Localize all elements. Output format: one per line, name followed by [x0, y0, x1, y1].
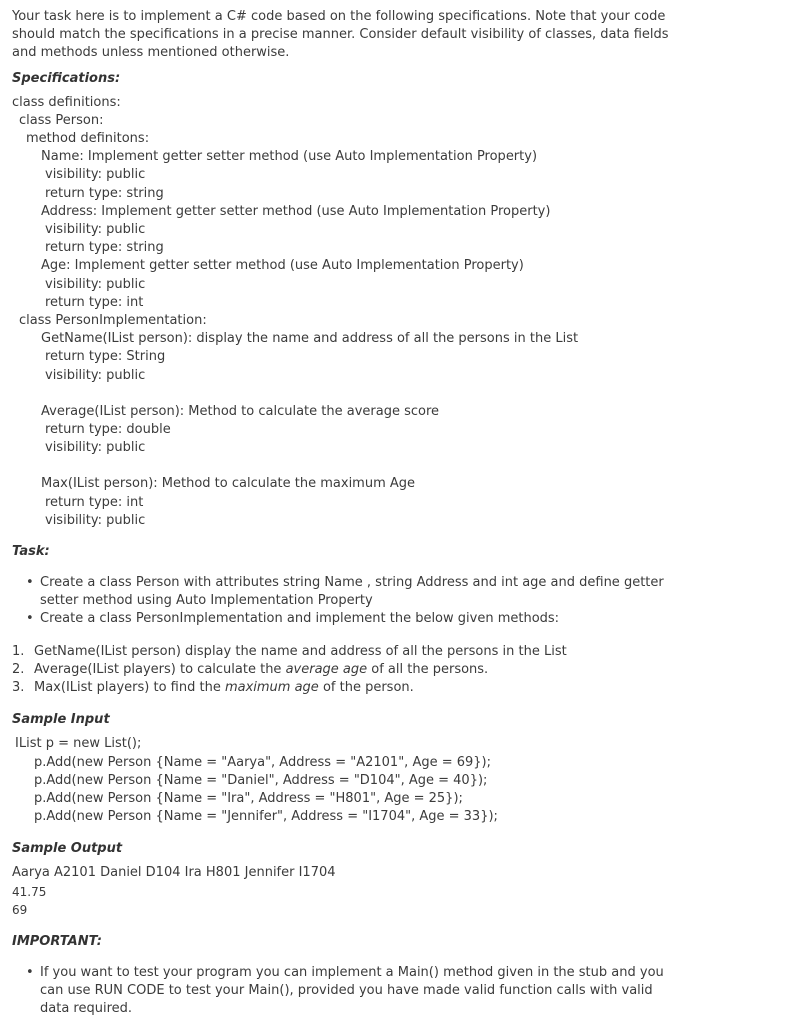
getname-method-def: GetName(IList person): display the name and address of all the persons in the List	[41, 331, 579, 347]
sample-input-line: p.Add(new Person {Name = "Ira", Address = "H801", Age = 25});	[34, 790, 463, 806]
impl-class-label: class PersonImplementation:	[19, 313, 207, 329]
task-heading: Task:	[12, 544, 50, 560]
class-definitions-label: class definitions:	[12, 94, 121, 110]
getname-return-type: return type: String	[45, 349, 166, 365]
age-return-type: return type: int	[45, 294, 144, 310]
person-class-label: class Person:	[19, 112, 104, 128]
name-visibility: visibility: public	[45, 167, 146, 183]
average-visibility: visibility: public	[45, 440, 146, 456]
getname-visibility: visibility: public	[45, 367, 146, 383]
sample-output-heading: Sample Output	[12, 841, 123, 857]
problem-statement	[12, 8, 712, 1019]
list-item: 3. Max(IList players) to find the maximum age of the person.	[12, 680, 414, 696]
max-return-type: return type: int	[45, 494, 144, 510]
address-visibility: visibility: public	[45, 222, 146, 238]
sample-output-line: 69	[12, 902, 28, 917]
specifications-heading: Specifications:	[12, 70, 121, 86]
bullet-icon: •	[26, 611, 34, 627]
specifications-block	[12, 94, 712, 530]
list-item: • If you want to test your program you can implement a Main() method given in the stub and you can use RUN CODE to test your Main(), provided you have made valid function calls with valid data required.	[26, 964, 664, 1017]
max-method-def: Max(IList person): Method to calculate the maximum Age	[41, 476, 416, 492]
list-item: 1. GetName(IList person) display the name and address of all the persons in the List	[12, 643, 567, 659]
sample-input-block	[12, 735, 712, 826]
name-property-def: Name: Implement getter setter method (use Auto Implementation Property)	[41, 149, 538, 165]
age-visibility: visibility: public	[45, 276, 146, 292]
average-return-type: return type: double	[45, 422, 171, 438]
important-heading: IMPORTANT:	[12, 933, 102, 949]
list-item: 2. Average(IList players) to calculate the average age of all the persons.	[12, 661, 489, 677]
task-bullet-list	[12, 574, 712, 629]
list-item: • Create a class Person with attributes string Name , string Address and int age and define getter setter method using Auto Implementation Property	[26, 575, 664, 609]
sample-input-heading: Sample Input	[12, 712, 110, 728]
task-steps-list	[12, 643, 712, 698]
age-property-def: Age: Implement getter setter method (use Auto Implementation Property)	[41, 258, 524, 274]
sample-output-block	[12, 864, 712, 919]
bullet-icon: •	[26, 575, 34, 591]
list-item: • Create a class PersonImplementation and implement the below given methods:	[12, 610, 680, 628]
important-bullet-list	[12, 964, 712, 1019]
sample-input-line: p.Add(new Person {Name = "Jennifer", Address = "I1704", Age = 33});	[34, 809, 498, 825]
sample-input-line: IList p = new List();	[15, 736, 142, 752]
sample-input-line: p.Add(new Person {Name = "Daniel", Address = "D104", Age = 40});	[34, 772, 488, 788]
bullet-icon: •	[26, 964, 34, 980]
address-property-def: Address: Implement getter setter method (use Auto Implementation Property)	[41, 203, 551, 219]
average-method-def: Average(IList person): Method to calculate the average score	[41, 403, 440, 419]
method-definitions-label: method definitons:	[26, 131, 150, 147]
intro-text: Your task here is to implement a C# code based on the following specifications. Note that your code should match the specifications in a precise manner. Consider default visibility of classes, data fields and methods unless mentioned otherwise.	[12, 9, 669, 61]
sample-input-line: p.Add(new Person {Name = "Aarya", Address = "A2101", Age = 69});	[34, 754, 492, 770]
max-visibility: visibility: public	[45, 512, 146, 528]
name-return-type: return type: string	[45, 185, 164, 201]
address-return-type: return type: string	[45, 240, 164, 256]
sample-output-line: 41.75	[12, 884, 47, 899]
sample-output-line: Aarya A2101 Daniel D104 Ira H801 Jennifer I1704	[12, 865, 336, 881]
